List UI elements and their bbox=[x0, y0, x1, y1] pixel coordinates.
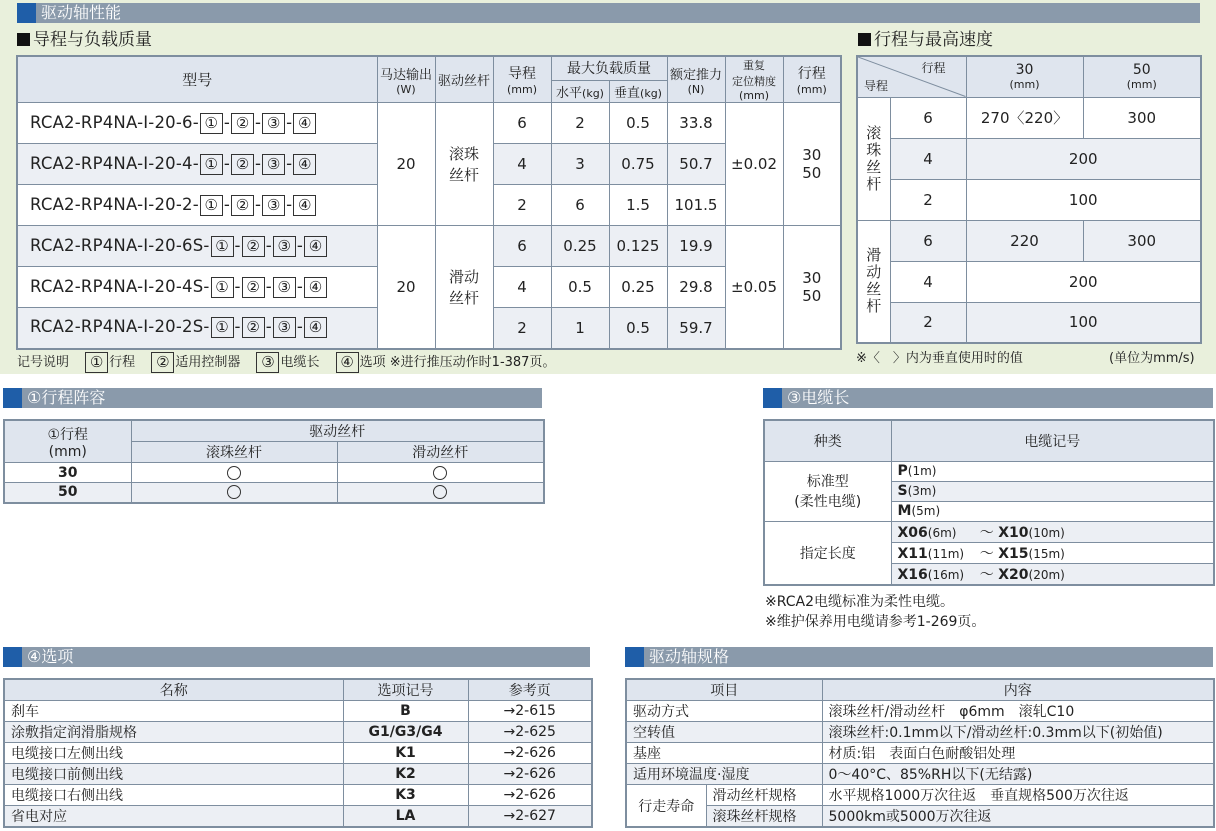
code-dash: - bbox=[286, 153, 293, 173]
option-code-text: LA bbox=[395, 808, 416, 824]
subheading-text: 行程与最高速度 bbox=[874, 30, 993, 50]
options-table bbox=[3, 678, 593, 828]
section-bar-options bbox=[3, 647, 590, 667]
vertical-char: 丝 bbox=[866, 280, 882, 299]
speed-merged-cell: 100 bbox=[966, 179, 1201, 220]
speed-50-cell: 300 bbox=[1083, 97, 1201, 138]
circle-available-icon bbox=[433, 466, 447, 480]
header-thrust-unit: (N) bbox=[687, 82, 705, 96]
vertical-load-cell: 1.5 bbox=[609, 185, 667, 226]
cable-range-row bbox=[891, 563, 1214, 585]
option-ref-link[interactable]: →2-625 bbox=[468, 722, 592, 743]
spec-content: 滚珠丝杆/滑动丝杆 φ6mm 滚轧C10 bbox=[822, 701, 1214, 722]
circle-available-icon bbox=[433, 485, 447, 499]
spec-item: 适用环境温度·湿度 bbox=[626, 764, 822, 785]
header-stroke-30-value: 30 bbox=[1015, 62, 1034, 79]
code-box: ① bbox=[200, 113, 223, 134]
section-bar-spec bbox=[625, 647, 1213, 667]
cable-standard-sub: (柔性电缆) bbox=[794, 494, 862, 510]
stroke-option-50: 50 bbox=[802, 286, 822, 305]
section-bar-stroke bbox=[3, 388, 542, 408]
motor-output-ball: 20 bbox=[377, 103, 435, 226]
code-dash: - bbox=[234, 317, 241, 337]
cable-note-1: ※RCA2电缆标准为柔性电缆。 bbox=[765, 594, 955, 610]
cable-range-row bbox=[891, 542, 1214, 563]
model-text: RCA2-RP4NA-I-20-2S- bbox=[30, 317, 210, 337]
lead-load-table bbox=[16, 55, 842, 350]
option-name: 电缆接口前侧出线 bbox=[4, 764, 343, 785]
legend-mark: ① bbox=[85, 352, 108, 373]
speed-merged-cell: 200 bbox=[966, 261, 1201, 302]
screw-type-line1: 滑动 bbox=[448, 267, 479, 286]
spec-item: 空转值 bbox=[626, 722, 822, 743]
header-vertical bbox=[609, 80, 667, 102]
ball-screw-label bbox=[857, 97, 890, 220]
code-dash: - bbox=[234, 276, 241, 296]
legend-mark: ④ bbox=[336, 352, 359, 373]
corner-lead-label: 导程 bbox=[864, 78, 889, 93]
section-bar-marker bbox=[763, 388, 782, 408]
speed-merged-cell: 200 bbox=[966, 138, 1201, 179]
section-title: ③电缆长 bbox=[787, 388, 850, 407]
subheading-stroke-speed bbox=[858, 30, 993, 50]
vertical-load-cell: 0.25 bbox=[609, 267, 667, 308]
option-code-text: G1/G3/G4 bbox=[368, 724, 443, 740]
subheading-lead-load bbox=[17, 30, 152, 50]
cable-code-p bbox=[891, 461, 1214, 481]
header-stroke-unit: (mm) bbox=[796, 83, 827, 96]
horizontal-load-cell: 6 bbox=[551, 185, 609, 226]
vertical-load-cell: 0.5 bbox=[609, 308, 667, 349]
screw-type-line2: 丝杆 bbox=[448, 288, 479, 307]
section-bar-marker bbox=[625, 647, 644, 667]
header-horizontal-unit: (kg) bbox=[582, 86, 604, 100]
cable-specified-length: 指定长度 bbox=[764, 521, 891, 585]
spec-item: 基座 bbox=[626, 743, 822, 764]
vertical-char: 滚 bbox=[866, 123, 882, 142]
header-stroke-30 bbox=[966, 56, 1083, 97]
cable-length-table bbox=[763, 419, 1215, 586]
spec-life-ball: 滚珠丝杆规格 bbox=[706, 806, 822, 828]
legend-tail-note: ※进行推压动作时1-387页。 bbox=[389, 355, 556, 370]
header-repeat-line1: 重复 bbox=[743, 59, 765, 72]
speed-merged-cell: 100 bbox=[966, 302, 1201, 343]
header-slide-screw: 滑动丝杆 bbox=[337, 442, 544, 463]
code-box: ② bbox=[231, 113, 254, 134]
stroke-option-50: 50 bbox=[802, 164, 822, 182]
code-box: ③ bbox=[273, 236, 296, 257]
code-box: ④ bbox=[293, 113, 316, 134]
cable-code: X06 bbox=[897, 524, 928, 541]
spec-content: 滚珠丝杆:0.1mm以下/滑动丝杆:0.3mm以下(初始值) bbox=[822, 722, 1214, 743]
square-bullet-icon bbox=[858, 33, 871, 46]
model-text: RCA2-RP4NA-I-20-2- bbox=[30, 194, 199, 214]
screw-type-slide bbox=[435, 226, 493, 349]
slide-screw-label bbox=[857, 220, 890, 343]
stroke-value: 50 bbox=[58, 484, 78, 501]
circle-available-icon bbox=[227, 485, 241, 499]
header-stroke-50-value: 50 bbox=[1132, 62, 1151, 79]
legend-text: 适用控制器 bbox=[175, 355, 241, 370]
spec-table bbox=[625, 678, 1215, 828]
spec-content: 材质:铝 表面白色耐酸铝处理 bbox=[822, 743, 1214, 764]
square-bullet-icon bbox=[17, 33, 30, 46]
header-vertical-unit: (kg) bbox=[640, 86, 662, 100]
code-dash: - bbox=[286, 112, 293, 132]
motor-output-slide: 20 bbox=[377, 226, 435, 349]
legend-text: 选项 bbox=[359, 355, 386, 370]
option-name: 电缆接口右侧出线 bbox=[4, 785, 343, 806]
code-dash: - bbox=[223, 112, 231, 132]
header-stroke-unit: (mm) bbox=[1126, 78, 1157, 92]
option-code bbox=[343, 785, 468, 806]
range-tilde: ～ bbox=[979, 566, 994, 583]
section-title: 驱动轴规格 bbox=[649, 647, 730, 666]
header-horizontal bbox=[551, 80, 609, 102]
header-stroke-unit: (mm) bbox=[1009, 78, 1040, 92]
code-dash: - bbox=[234, 235, 241, 255]
speed-lead-cell: 2 bbox=[890, 302, 966, 343]
available-mark bbox=[337, 463, 544, 483]
header-repeat bbox=[725, 56, 783, 103]
cable-length: (6m) bbox=[927, 525, 957, 540]
thrust-cell: 33.8 bbox=[667, 103, 725, 144]
code-dash: - bbox=[296, 317, 304, 337]
screw-type-line1: 滚珠 bbox=[448, 145, 479, 163]
cable-length: (16m) bbox=[927, 567, 965, 582]
spec-life-ball-value: 5000km或5000万次往返 bbox=[822, 806, 1214, 828]
code-dash: - bbox=[223, 194, 231, 214]
code-dash: - bbox=[265, 235, 272, 255]
code-box: ① bbox=[200, 195, 223, 216]
available-mark bbox=[131, 463, 337, 483]
thrust-cell: 50.7 bbox=[667, 144, 725, 185]
cable-range-row bbox=[891, 521, 1214, 542]
option-code-text: B bbox=[400, 703, 411, 719]
cable-length: (15m) bbox=[1028, 546, 1065, 561]
code-box: ② bbox=[242, 236, 265, 257]
vertical-char: 珠 bbox=[866, 140, 882, 159]
section-title: ④选项 bbox=[27, 647, 74, 666]
code-box: ① bbox=[200, 154, 223, 175]
spec-life-slide: 滑动丝杆规格 bbox=[706, 785, 822, 806]
code-dash: - bbox=[255, 153, 262, 173]
cable-length: (11m) bbox=[927, 546, 965, 561]
code-box: ② bbox=[242, 277, 265, 298]
option-ref-link[interactable]: →2-626 bbox=[468, 743, 592, 764]
symbol-legend bbox=[17, 351, 555, 373]
cable-standard-label: 标准型 bbox=[806, 474, 849, 490]
header-horizontal-label: 水平 bbox=[556, 85, 583, 101]
header-lead-label: 导程 bbox=[508, 66, 536, 82]
stroke-lineup-table bbox=[3, 419, 545, 504]
header-motor bbox=[377, 56, 435, 103]
vertical-char: 杆 bbox=[866, 297, 882, 316]
header-lead-unit: (mm) bbox=[506, 83, 537, 96]
range-tilde: ～ bbox=[979, 545, 994, 562]
option-name: 电缆接口左侧出线 bbox=[4, 743, 343, 764]
header-option-name: 名称 bbox=[4, 679, 343, 701]
spec-item: 驱动方式 bbox=[626, 701, 822, 722]
spec-life-label: 行走寿命 bbox=[626, 785, 706, 828]
header-vertical-label: 垂直 bbox=[614, 85, 641, 101]
option-name: 省电对应 bbox=[4, 806, 343, 828]
code-box: ④ bbox=[293, 154, 316, 175]
option-code-text: K1 bbox=[395, 745, 416, 761]
code-dash: - bbox=[255, 194, 262, 214]
stroke-slide bbox=[783, 226, 841, 349]
lead-cell: 6 bbox=[493, 103, 551, 144]
speed-30-cell: 220 bbox=[966, 220, 1083, 261]
cable-code: X16 bbox=[897, 566, 928, 583]
lead-cell: 4 bbox=[493, 267, 551, 308]
option-code bbox=[343, 722, 468, 743]
code-dash: - bbox=[296, 276, 304, 296]
speed-50-cell: 300 bbox=[1083, 220, 1201, 261]
header-stroke-label: 行程 bbox=[797, 66, 826, 82]
model-cell bbox=[17, 144, 377, 185]
spec-content: 0～40°C、85%RH以下(无结露) bbox=[822, 764, 1214, 785]
section-bar-marker bbox=[3, 647, 22, 667]
speed-note-left: ※〈 〉内为垂直使用时的值 bbox=[856, 351, 1023, 366]
horizontal-load-cell: 2 bbox=[551, 103, 609, 144]
code-dash: - bbox=[265, 276, 272, 296]
code-box: ④ bbox=[304, 236, 327, 257]
cable-code: P bbox=[897, 463, 908, 479]
legend-text: 电缆长 bbox=[280, 355, 320, 370]
model-text: RCA2-RP4NA-I-20-6- bbox=[30, 112, 199, 132]
header-spec-item: 项目 bbox=[626, 679, 822, 701]
code-box: ④ bbox=[304, 277, 327, 298]
section-bar-marker bbox=[3, 388, 22, 408]
vertical-load-cell: 0.75 bbox=[609, 144, 667, 185]
model-cell bbox=[17, 226, 377, 267]
option-name: 涂敷指定润滑脂规格 bbox=[4, 722, 343, 743]
header-stroke-unit: (mm) bbox=[48, 443, 87, 460]
header-drive-screw: 驱动丝杆 bbox=[131, 420, 544, 442]
section-title: 驱动轴性能 bbox=[41, 3, 122, 22]
code-box: ② bbox=[242, 317, 265, 338]
header-stroke-50 bbox=[1083, 56, 1201, 97]
stroke-value: 30 bbox=[58, 464, 78, 481]
legend-mark: ③ bbox=[256, 352, 279, 373]
header-option-code: 选项记号 bbox=[343, 679, 468, 701]
section-bar-performance bbox=[17, 3, 1200, 23]
header-motor-label: 马达输出 bbox=[379, 67, 432, 83]
stroke-row-label bbox=[4, 483, 131, 503]
model-text: RCA2-RP4NA-I-20-6S- bbox=[30, 235, 210, 255]
option-ref-link[interactable]: →2-627 bbox=[468, 806, 592, 828]
stroke-row-label bbox=[4, 463, 131, 483]
option-name: 刹车 bbox=[4, 701, 343, 722]
code-box: ③ bbox=[273, 277, 296, 298]
option-code bbox=[343, 701, 468, 722]
lead-cell: 2 bbox=[493, 185, 551, 226]
speed-lead-cell: 6 bbox=[890, 97, 966, 138]
speed-lead-cell: 4 bbox=[890, 138, 966, 179]
header-spec-content: 内容 bbox=[822, 679, 1214, 701]
vertical-char: 滑 bbox=[866, 246, 882, 265]
legend-label: 记号说明 bbox=[17, 355, 70, 370]
lead-cell: 4 bbox=[493, 144, 551, 185]
legend-text: 行程 bbox=[109, 355, 136, 370]
screw-type-line2: 丝杆 bbox=[448, 166, 479, 184]
speed-note-unit: (单位为mm/s) bbox=[1109, 351, 1195, 366]
section-bar-marker bbox=[17, 3, 36, 23]
cable-code: X11 bbox=[897, 545, 928, 562]
header-repeat-line2: 定位精度 bbox=[732, 75, 776, 88]
option-ref-link[interactable]: →2-626 bbox=[468, 785, 592, 806]
code-box: ③ bbox=[262, 113, 285, 134]
horizontal-load-cell: 1 bbox=[551, 308, 609, 349]
thrust-cell: 19.9 bbox=[667, 226, 725, 267]
model-cell bbox=[17, 308, 377, 349]
option-code bbox=[343, 743, 468, 764]
vertical-load-cell: 0.125 bbox=[609, 226, 667, 267]
cable-code-s bbox=[891, 481, 1214, 501]
header-repeat-unit: (mm) bbox=[738, 89, 769, 102]
lead-cell: 2 bbox=[493, 308, 551, 349]
cable-code: M bbox=[897, 503, 912, 519]
available-mark bbox=[131, 483, 337, 503]
section-title: ①行程阵容 bbox=[27, 388, 106, 407]
header-stroke-label: ①行程 bbox=[47, 426, 89, 443]
header-stroke bbox=[783, 56, 841, 103]
cable-code: S bbox=[897, 483, 908, 499]
option-ref-link[interactable]: →2-615 bbox=[468, 701, 592, 722]
header-ball-screw: 滚珠丝杆 bbox=[131, 442, 337, 463]
section-bar-cable bbox=[763, 388, 1213, 408]
repeatability-slide: ±0.05 bbox=[725, 226, 783, 349]
cable-length: (3m) bbox=[907, 484, 937, 498]
code-box: ② bbox=[231, 195, 254, 216]
code-box: ④ bbox=[304, 317, 327, 338]
screw-type-ball bbox=[435, 103, 493, 226]
cable-note-2: ※维护保养用电缆请参考1-269页。 bbox=[765, 614, 986, 630]
option-code-text: K2 bbox=[395, 766, 416, 782]
header-lead bbox=[493, 56, 551, 103]
subheading-text: 导程与负载质量 bbox=[33, 30, 152, 50]
cable-code: X10 bbox=[998, 524, 1029, 541]
cable-length: (10m) bbox=[1028, 525, 1065, 540]
code-box: ② bbox=[231, 154, 254, 175]
horizontal-load-cell: 3 bbox=[551, 144, 609, 185]
model-text: RCA2-RP4NA-I-20-4S- bbox=[30, 276, 210, 296]
cable-code: X15 bbox=[998, 545, 1029, 562]
header-stroke-mm bbox=[4, 420, 131, 463]
corner-stroke-label: 行程 bbox=[921, 61, 946, 75]
vertical-char: 动 bbox=[866, 263, 882, 282]
code-box: ③ bbox=[262, 195, 285, 216]
header-cable-code: 电缆记号 bbox=[891, 420, 1214, 461]
code-box: ③ bbox=[273, 317, 296, 338]
range-tilde: ～ bbox=[979, 524, 994, 541]
code-dash: - bbox=[296, 235, 304, 255]
code-box: ④ bbox=[293, 195, 316, 216]
speed-lead-cell: 2 bbox=[890, 179, 966, 220]
header-cable-type: 种类 bbox=[764, 420, 891, 461]
corner-header bbox=[857, 56, 966, 97]
thrust-cell: 29.8 bbox=[667, 267, 725, 308]
code-box: ③ bbox=[262, 154, 285, 175]
code-box: ① bbox=[211, 317, 234, 338]
option-code-text: K3 bbox=[395, 787, 416, 803]
speed-30-cell: 270〈220〉 bbox=[966, 97, 1083, 138]
thrust-cell: 101.5 bbox=[667, 185, 725, 226]
vertical-load-cell: 0.5 bbox=[609, 103, 667, 144]
cable-standard-type bbox=[764, 461, 891, 521]
code-dash: - bbox=[265, 317, 272, 337]
thrust-cell: 59.7 bbox=[667, 308, 725, 349]
horizontal-load-cell: 0.25 bbox=[551, 226, 609, 267]
model-cell bbox=[17, 185, 377, 226]
model-cell bbox=[17, 103, 377, 144]
cable-code-m bbox=[891, 501, 1214, 521]
header-thrust-label: 额定推力 bbox=[669, 67, 722, 83]
spec-life-slide-value: 水平规格1000万次往返 垂直规格500万次往返 bbox=[822, 785, 1214, 806]
cable-code: X20 bbox=[998, 566, 1029, 583]
stroke-speed-table bbox=[856, 55, 1202, 344]
lead-cell: 6 bbox=[493, 226, 551, 267]
header-option-ref: 参考页 bbox=[468, 679, 592, 701]
cable-length: (1m) bbox=[907, 464, 937, 478]
speed-lead-cell: 4 bbox=[890, 261, 966, 302]
repeatability-ball: ±0.02 bbox=[725, 103, 783, 226]
horizontal-load-cell: 0.5 bbox=[551, 267, 609, 308]
cable-length: (20m) bbox=[1028, 567, 1065, 582]
code-dash: - bbox=[255, 112, 262, 132]
code-dash: - bbox=[223, 153, 231, 173]
header-model: 型号 bbox=[17, 56, 377, 103]
stroke-ball bbox=[783, 103, 841, 226]
option-code bbox=[343, 806, 468, 828]
speed-lead-cell: 6 bbox=[890, 220, 966, 261]
model-cell bbox=[17, 267, 377, 308]
option-code bbox=[343, 764, 468, 785]
code-box: ① bbox=[211, 277, 234, 298]
header-screw: 驱动丝杆 bbox=[435, 56, 493, 103]
cable-length: (5m) bbox=[911, 504, 941, 518]
available-mark bbox=[337, 483, 544, 503]
header-thrust bbox=[667, 56, 725, 103]
circle-available-icon bbox=[227, 466, 241, 480]
model-text: RCA2-RP4NA-I-20-4- bbox=[30, 153, 199, 173]
vertical-char: 杆 bbox=[866, 174, 882, 193]
code-dash: - bbox=[286, 194, 293, 214]
header-maxload: 最大负载质量 bbox=[551, 56, 667, 80]
vertical-char: 丝 bbox=[866, 157, 882, 176]
option-ref-link[interactable]: →2-626 bbox=[468, 764, 592, 785]
legend-mark: ② bbox=[151, 352, 174, 373]
stroke-option-30: 30 bbox=[802, 268, 822, 287]
stroke-option-30: 30 bbox=[802, 146, 822, 164]
header-motor-unit: (W) bbox=[396, 82, 416, 96]
code-box: ① bbox=[211, 236, 234, 257]
